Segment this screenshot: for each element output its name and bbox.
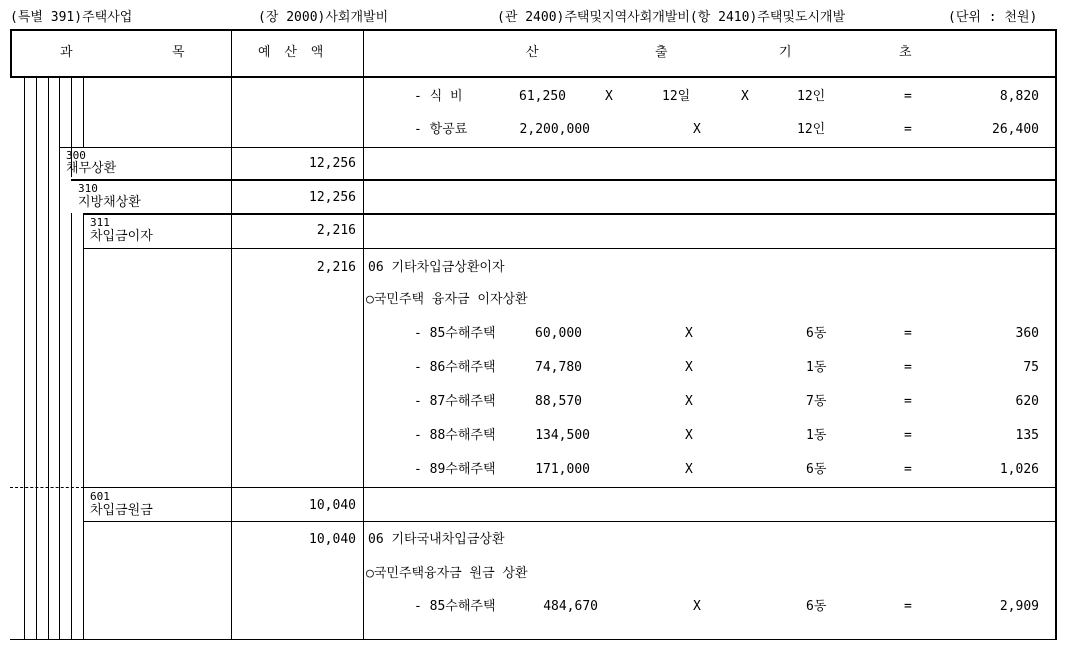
detail-subtitle-principal: ○국민주택융자금 원금 상환 xyxy=(366,566,528,581)
section-label: (관 2400)주택및지역사회개발비(항 2410)주택및도시개발 xyxy=(497,10,846,25)
header-basis-char2: 출 xyxy=(655,45,668,60)
detail-budget-interest: 2,216 xyxy=(316,260,356,275)
detail-subtitle-interest: ○국민주택 융자금 이자상환 xyxy=(366,292,528,307)
header-subject-char2: 목 xyxy=(172,45,185,60)
item-name-local-bond: 지방채상환 xyxy=(78,195,141,210)
detail-title-interest: 06 기타차입금상환이자 xyxy=(368,260,505,275)
item-budget-debt: 12,256 xyxy=(309,156,356,171)
detail-title-principal: 06 기타국내차입금상환 xyxy=(368,532,505,547)
item-budget-interest: 2,216 xyxy=(316,223,356,238)
item-name-principal: 차입금원금 xyxy=(90,503,153,518)
item-budget-principal: 10,040 xyxy=(309,498,356,513)
item-code-311: 311 xyxy=(90,216,110,229)
header-budget: 예 산 액 xyxy=(258,45,327,60)
item-name-interest: 차입금이자 xyxy=(90,229,153,244)
detail-budget-principal: 10,040 xyxy=(309,532,356,547)
item-code-310: 310 xyxy=(78,182,98,195)
header-basis-char3: 기 xyxy=(779,45,792,60)
item-code-601: 601 xyxy=(90,490,110,503)
chapter-label: (장 2000)사회개발비 xyxy=(258,10,389,25)
special-account-label: (특별 391)주택사업 xyxy=(10,10,133,25)
header-basis-char4: 초 xyxy=(899,45,912,60)
item-budget-local-bond: 12,256 xyxy=(309,190,356,205)
item-name-debt: 채무상환 xyxy=(66,161,117,176)
unit-label: (단위 : 천원) xyxy=(948,10,1038,25)
header-basis-char1: 산 xyxy=(526,45,539,60)
header-subject-char1: 과 xyxy=(60,45,73,60)
item-code-300: 300 xyxy=(66,149,86,162)
